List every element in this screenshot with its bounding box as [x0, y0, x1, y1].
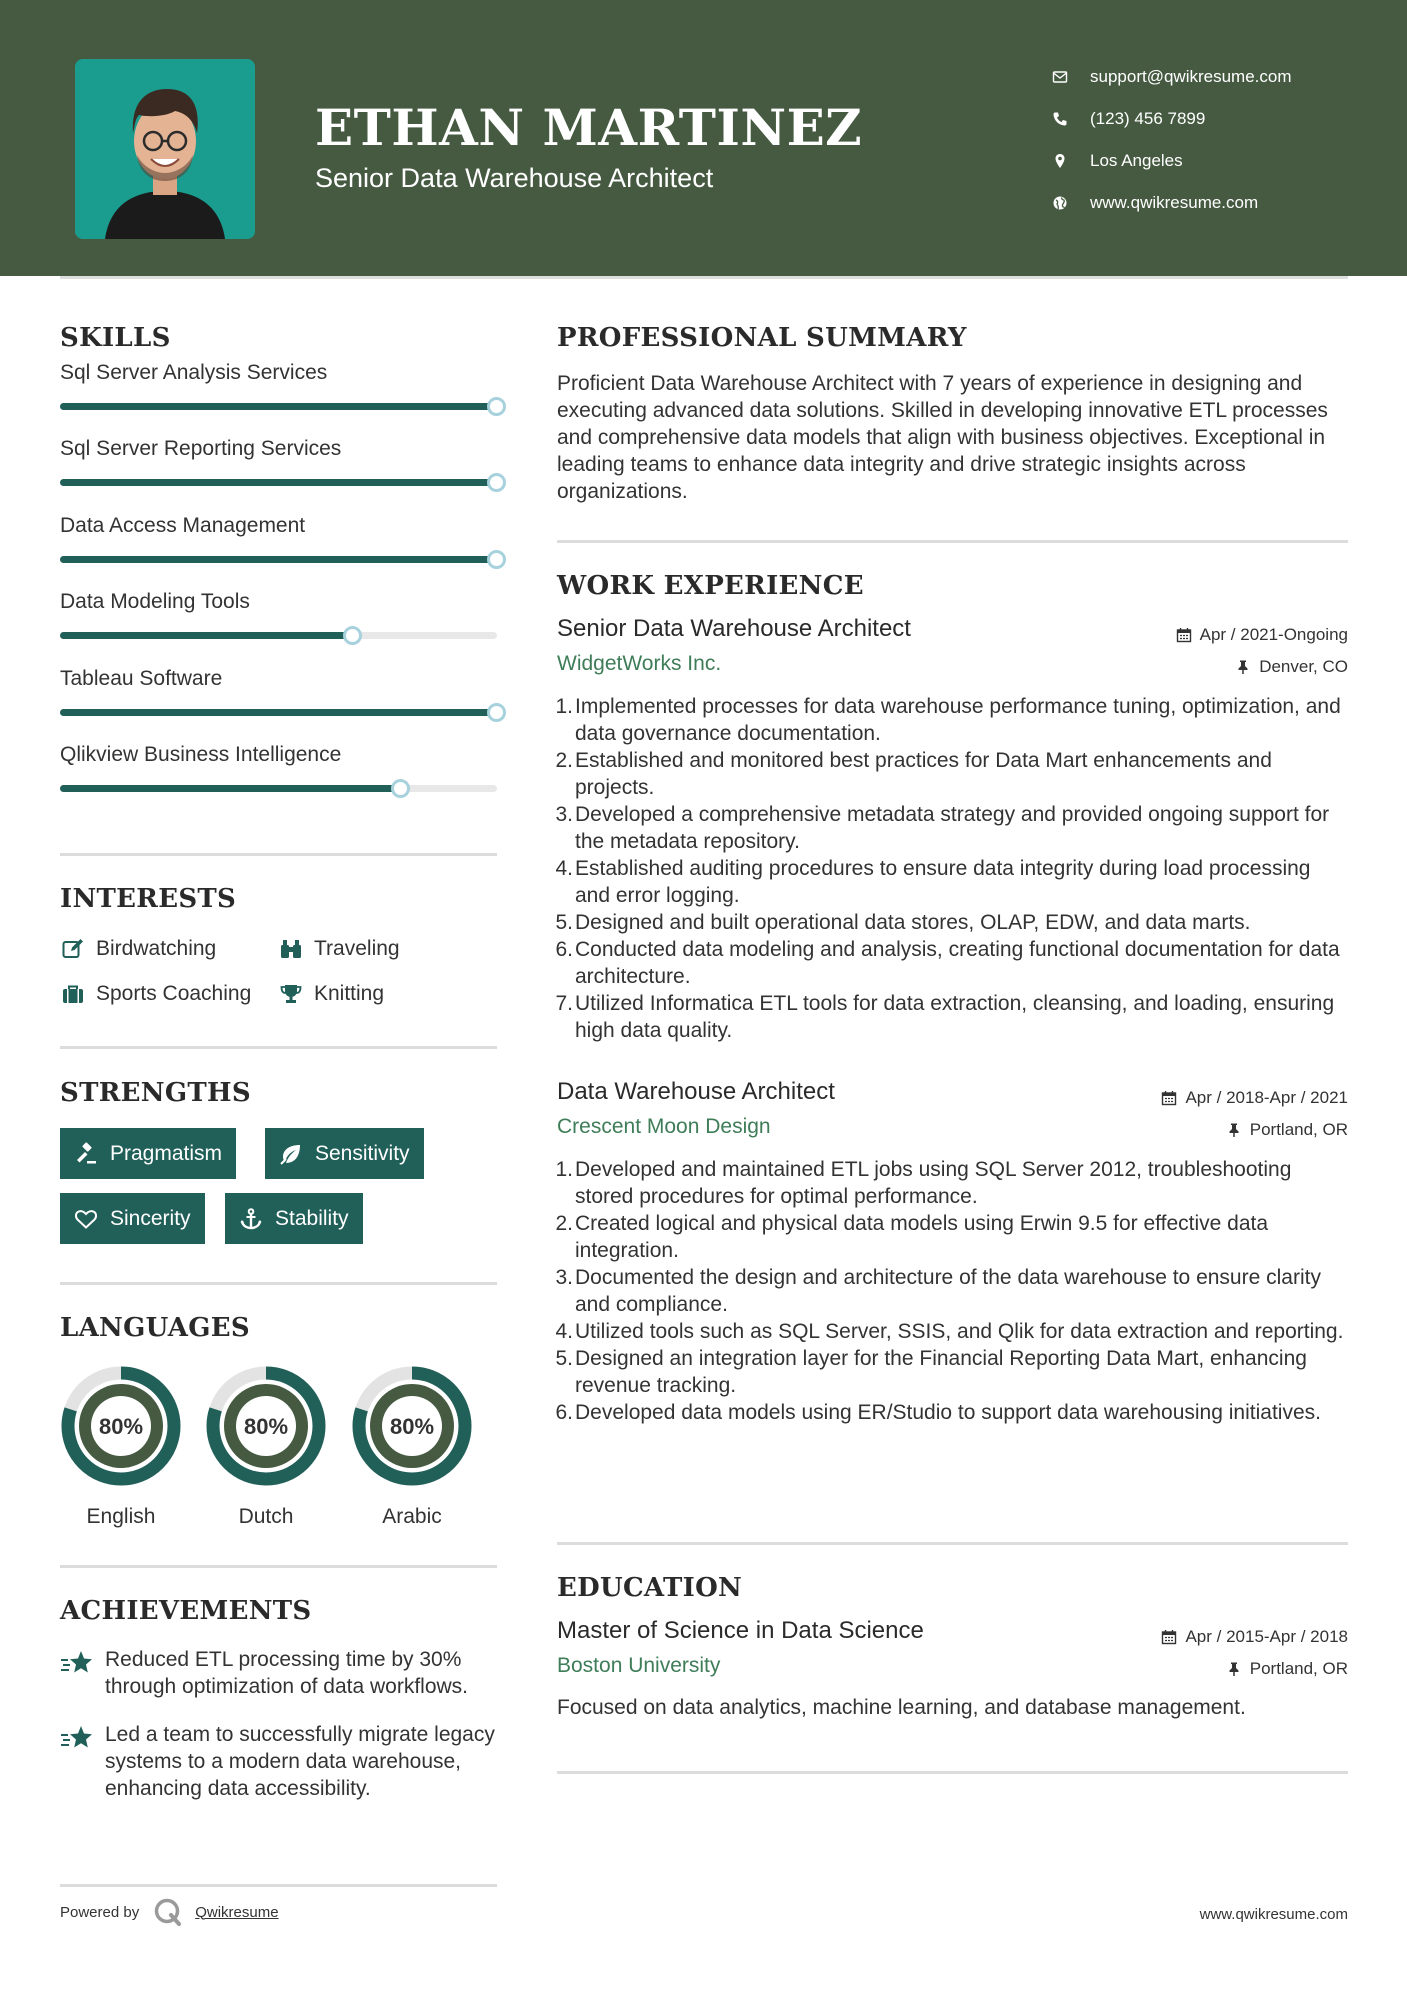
achievements-section [60, 1596, 497, 1802]
skill-name: Tableau Software [60, 666, 223, 690]
skill-name: Qlikview Business Intelligence [60, 742, 342, 766]
strengths-section [60, 1078, 497, 1230]
section-divider [557, 1771, 1348, 1774]
language-ring [205, 1365, 327, 1487]
job-bullet: 1. Developed and maintained ETL jobs using SQL Server 2012, troubleshooting stored procedures for optimal performance. [555, 1158, 1292, 1208]
job-bullet: 2. Established and monitored best practices for Data Mart enhancements and projects. [555, 749, 1272, 799]
contact-website[interactable] [1050, 182, 1350, 224]
phone-icon [1050, 109, 1070, 129]
map-pin-icon [1050, 151, 1070, 171]
pushpin-icon [1235, 659, 1251, 675]
language-percent: 80% [389, 1414, 435, 1439]
skill-bar-knob [391, 779, 410, 798]
job-meta [1176, 619, 1348, 683]
achievements-heading: ACHIEVEMENTS [60, 1596, 312, 1626]
job-role: Senior Data Warehouse Architect [557, 615, 911, 642]
skill-item [60, 506, 497, 582]
contact-website-text: www.qwikresume.com [1090, 193, 1259, 212]
skill-bar-knob [487, 703, 506, 722]
languages-heading: LANGUAGES [60, 1313, 250, 1343]
section-divider [557, 1542, 1348, 1545]
job-role: Data Warehouse Architect [557, 1078, 835, 1105]
language-item [205, 1365, 327, 1529]
skill-bar [60, 556, 497, 563]
candidate-name: ETHAN MARTINEZ [315, 98, 863, 157]
candidate-title: Senior Data Warehouse Architect [315, 163, 714, 193]
profile-avatar-illustration [75, 59, 255, 239]
contact-email-text: support@qwikresume.com [1090, 67, 1292, 86]
job-dates-text: Apr / 2021-Ongoing [1199, 625, 1348, 644]
skill-bar [60, 709, 497, 716]
language-name: Dutch [238, 1505, 294, 1528]
skill-bar-fill [60, 479, 497, 486]
skill-bar [60, 479, 497, 486]
education-dates [1161, 1621, 1348, 1653]
job-bullet: 6. Developed data models using ER/Studio to support data warehousing initiatives. [555, 1401, 1321, 1424]
job-company: Crescent Moon Design [557, 1115, 771, 1138]
skill-bar-knob [487, 550, 506, 569]
skill-bar [60, 785, 497, 792]
education-section [557, 1573, 1348, 1603]
job-bullet: 2. Created logical and physical data models using Erwin 9.5 for effective data integration. [555, 1212, 1269, 1262]
qwikresume-logo-icon [153, 1897, 183, 1927]
skill-name: Sql Server Reporting Services [60, 437, 342, 461]
interest-item [60, 979, 251, 1009]
education-description: Focused on data analytics, machine learning, and database management. [557, 1696, 1246, 1719]
job-bullet: 5. Designed and built operational data stores, OLAP, EDW, and data marts. [555, 911, 1251, 934]
section-divider [60, 1884, 497, 1887]
interests-heading: INTERESTS [60, 884, 237, 914]
shooting-star-icon [60, 1725, 94, 1751]
job-company: WidgetWorks Inc. [557, 652, 722, 675]
strength-badge [60, 1128, 236, 1179]
strength-label: Stability [275, 1206, 349, 1230]
skills-heading: SKILLS [60, 323, 171, 353]
interest-item [60, 934, 216, 964]
job-location [1176, 651, 1348, 683]
skill-bar [60, 403, 497, 410]
leaf-icon [279, 1142, 303, 1166]
qwikresume-link[interactable]: Qwikresume [195, 1903, 279, 1921]
education-dates-text: Apr / 2015-Apr / 2018 [1185, 1627, 1348, 1646]
summary-section [557, 323, 1348, 505]
job-bullet: 1. Implemented processes for data warehouse performance tuning, optimization, and data governance documentation. [555, 695, 1341, 745]
strength-label: Sensitivity [315, 1141, 410, 1165]
job-dates [1161, 1082, 1348, 1114]
job-bullet: 7. Utilized Informatica ETL tools for data extraction, cleansing, and loading, ensuring high data quality. [555, 992, 1335, 1042]
skill-item [60, 582, 497, 658]
briefcase-icon [60, 981, 86, 1007]
interest-label: Birdwatching [96, 937, 217, 960]
language-item [351, 1365, 473, 1529]
achievement-item [60, 1646, 497, 1700]
skill-name: Data Modeling Tools [60, 590, 250, 614]
contact-email[interactable] [1050, 56, 1350, 98]
calendar-icon [1161, 1629, 1177, 1645]
education-location [1161, 1653, 1348, 1685]
summary-text: Proficient Data Warehouse Architect with 7 years of experience in designing and executing advanced data solutions. Skilled in developing innovative ETL processes and comprehensive data models that align with business objectives. Exceptional in leading teams to enhance data integrity and drive strategic insights across organizations. [557, 372, 1328, 503]
calendar-icon [1176, 627, 1192, 643]
section-divider [60, 1046, 497, 1049]
skill-item [60, 429, 497, 505]
job-bullet: 3. Developed a comprehensive metadata strategy and provided ongoing support for the metadata repository. [555, 803, 1330, 853]
strength-badge [60, 1193, 205, 1244]
language-percent: 80% [98, 1414, 144, 1439]
job-meta [1161, 1082, 1348, 1146]
education-heading: EDUCATION [557, 1573, 743, 1603]
contact-phone-text: (123) 456 7899 [1090, 109, 1206, 128]
job-location [1161, 1114, 1348, 1146]
languages-section [60, 1313, 497, 1535]
section-divider [557, 540, 1348, 543]
gavel-icon [74, 1142, 98, 1166]
education-degree: Master of Science in Data Science [557, 1617, 924, 1644]
job-responsibilities [557, 693, 1348, 1044]
language-ring [60, 1365, 182, 1487]
pushpin-icon [1226, 1661, 1242, 1677]
skill-name: Data Access Management [60, 513, 306, 537]
job-bullet: 4. Established auditing procedures to ensure data integrity during load processing and error logging. [555, 857, 1311, 907]
strengths-heading: STRENGTHS [60, 1078, 251, 1108]
skill-item [60, 735, 497, 811]
education-meta [1161, 1621, 1348, 1685]
job-dates-text: Apr / 2018-Apr / 2021 [1185, 1088, 1348, 1107]
experience-section [557, 571, 1348, 601]
language-name: English [86, 1505, 156, 1528]
binoculars-icon [278, 936, 304, 962]
section-divider [60, 1282, 497, 1285]
achievement-text: Led a team to successfully migrate legacy systems to a modern data warehouse, enhancing data accessibility. [105, 1723, 495, 1800]
shooting-star-icon [60, 1650, 94, 1676]
skill-bar-fill [60, 785, 401, 792]
pencil-square-icon [60, 936, 86, 962]
job-bullet: 3. Documented the design and architecture of the data warehouse to ensure clarity and compliance. [555, 1266, 1321, 1316]
language-ring [351, 1365, 473, 1487]
skill-item [60, 353, 497, 429]
skill-bar-knob [487, 473, 506, 492]
skill-bar-fill [60, 709, 497, 716]
resume-header [0, 0, 1407, 276]
languages-list [60, 1365, 497, 1535]
education-entry [557, 1617, 1348, 1720]
strength-label: Pragmatism [110, 1141, 223, 1165]
contact-phone[interactable] [1050, 98, 1350, 140]
interests-list [60, 934, 497, 1024]
pushpin-icon [1226, 1122, 1242, 1138]
heart-icon [74, 1207, 98, 1231]
job-responsibilities [557, 1156, 1348, 1426]
section-divider [60, 1565, 497, 1568]
skill-bar-fill [60, 403, 497, 410]
summary-heading: PROFESSIONAL SUMMARY [557, 323, 967, 353]
contact-list [1050, 56, 1350, 224]
language-item [60, 1365, 182, 1529]
skill-bar-knob [487, 397, 506, 416]
language-name: Arabic [382, 1505, 442, 1528]
contact-location [1050, 140, 1350, 182]
strength-badge [265, 1128, 424, 1179]
contact-location-text: Los Angeles [1090, 151, 1183, 170]
anchor-icon [239, 1207, 263, 1231]
job-dates [1176, 619, 1348, 651]
skills-list [60, 353, 497, 811]
interest-item [278, 934, 400, 964]
section-divider [60, 853, 497, 856]
interest-label: Traveling [314, 937, 400, 960]
job-bullet: 4. Utilized tools such as SQL Server, SSIS, and Qlik for data extraction and reporting. [555, 1320, 1344, 1343]
education-location-text: Portland, OR [1249, 1659, 1348, 1678]
interest-label: Knitting [314, 982, 385, 1005]
achievement-item [60, 1721, 497, 1802]
skill-bar [60, 632, 497, 639]
interest-label: Sports Coaching [96, 982, 252, 1005]
skill-item [60, 659, 497, 735]
education-school: Boston University [557, 1654, 721, 1677]
footer-website[interactable]: www.qwikresume.com [1199, 1906, 1348, 1923]
language-percent: 80% [243, 1414, 289, 1439]
envelope-icon [1050, 67, 1070, 87]
job-bullet: 5. Designed an integration layer for the Financial Reporting Data Mart, enhancing revenue tracking. [555, 1347, 1307, 1397]
calendar-icon [1161, 1090, 1177, 1106]
header-divider [60, 276, 1348, 279]
job-entry [557, 1078, 1348, 1426]
achievement-text: Reduced ETL processing time by 30% through optimization of data workflows. [105, 1648, 469, 1698]
profile-photo [75, 59, 255, 239]
strength-badge [225, 1193, 363, 1244]
experience-heading: WORK EXPERIENCE [557, 571, 864, 601]
skill-bar-knob [343, 626, 362, 645]
skill-bar-fill [60, 632, 353, 639]
job-bullet: 6. Conducted data modeling and analysis, creating functional documentation for data architecture. [555, 938, 1340, 988]
skill-name: Sql Server Analysis Services [60, 361, 328, 384]
footer-powered-by [60, 1897, 279, 1927]
skill-bar-fill [60, 556, 497, 563]
job-location-text: Portland, OR [1249, 1120, 1348, 1139]
interests-section [60, 884, 497, 1024]
globe-icon [1050, 193, 1070, 213]
trophy-icon [278, 981, 304, 1007]
powered-by-text: Powered by [60, 1903, 140, 1921]
job-entry [557, 615, 1348, 1044]
interest-item [278, 979, 384, 1009]
strength-label: Sincerity [110, 1206, 191, 1230]
job-location-text: Denver, CO [1259, 657, 1348, 676]
skills-section [60, 323, 497, 811]
